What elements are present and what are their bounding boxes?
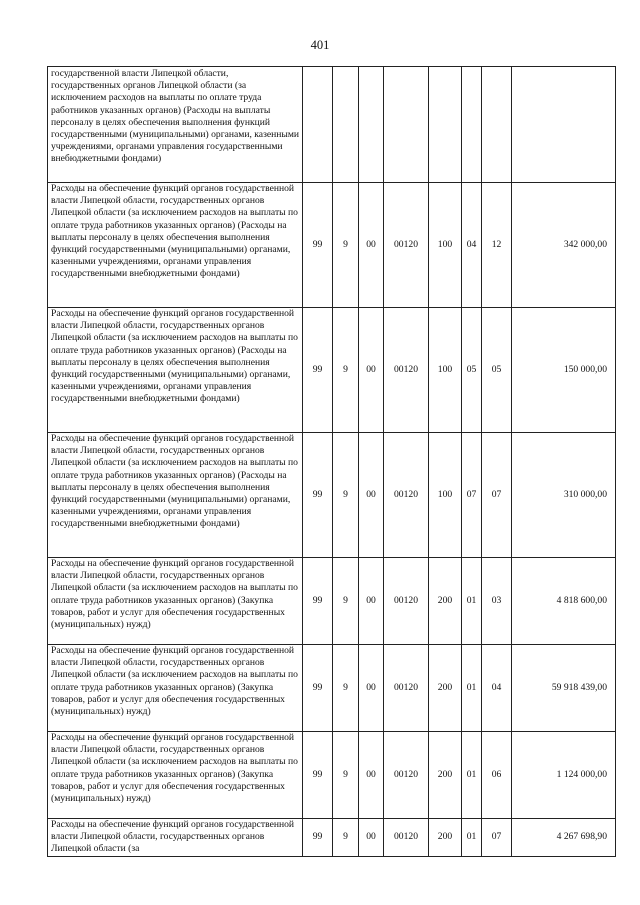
row-expense-type: 100 xyxy=(429,308,462,433)
row-description: Расходы на обеспечение функций органов государственной власти Липецкой области, государственных органов Липецкой области (за исключением расходов на выплаты по оплате труда работников указанных органов) (Расходы на выплаты персоналу в целях обеспечения выполнения функций государственными (муниципальными) органами, казенными учреждениями, органами управления государственными внебюджетными фондами) xyxy=(48,183,303,308)
row-expense-type: 200 xyxy=(429,558,462,645)
table-row xyxy=(48,558,616,645)
row-section: 07 xyxy=(462,433,482,558)
row-code-4 xyxy=(384,67,429,183)
row-description: Расходы на обеспечение функций органов государственной власти Липецкой области, государственных органов Липецкой области (за исключением расходов на выплаты по оплате труда работников указанных органов) (Расходы на выплаты персоналу в целях обеспечения выполнения функций государственными (муниципальными) органами, казенными учреждениями, органами управления государственными внебюджетными фондами) xyxy=(48,433,303,558)
table-row xyxy=(48,308,616,433)
row-section: 01 xyxy=(462,645,482,732)
row-code-4: 00120 xyxy=(384,819,429,857)
row-code-2: 9 xyxy=(333,558,359,645)
row-code-3 xyxy=(359,67,384,183)
row-code-3: 00 xyxy=(359,645,384,732)
row-amount: 150 000,00 xyxy=(512,308,616,433)
row-code-4: 00120 xyxy=(384,645,429,732)
row-amount xyxy=(512,67,616,183)
row-code-2: 9 xyxy=(333,308,359,433)
row-expense-type: 100 xyxy=(429,433,462,558)
row-subsection: 03 xyxy=(482,558,512,645)
row-code-3: 00 xyxy=(359,558,384,645)
row-code-3: 00 xyxy=(359,732,384,819)
row-code-1: 99 xyxy=(303,732,333,819)
row-description: государственной власти Липецкой области, государственных органов Липецкой области (за исключением расходов на выплаты по оплате труда работников указанных органов) (Расходы на выплаты персоналу в целях обеспечения выполнения функций государственными (муниципальными) органами, казенными учреждениями, органами управления государственными внебюджетными фондами) xyxy=(48,67,303,183)
row-amount: 1 124 000,00 xyxy=(512,732,616,819)
row-code-3: 00 xyxy=(359,819,384,857)
row-description: Расходы на обеспечение функций органов государственной власти Липецкой области, государственных органов Липецкой области (за исключением расходов на выплаты по оплате труда работников указанных органов) (Закупка товаров, работ и услуг для обеспечения государственных (муниципальных) нужд) xyxy=(48,645,303,732)
row-amount: 4 267 698,90 xyxy=(512,819,616,857)
row-section: 04 xyxy=(462,183,482,308)
row-section: 01 xyxy=(462,819,482,857)
row-subsection: 12 xyxy=(482,183,512,308)
table-row xyxy=(48,67,616,183)
row-section: 01 xyxy=(462,558,482,645)
row-code-3: 00 xyxy=(359,183,384,308)
budget-table xyxy=(47,66,616,857)
row-code-2 xyxy=(333,67,359,183)
row-subsection: 04 xyxy=(482,645,512,732)
table-row xyxy=(48,183,616,308)
row-subsection: 05 xyxy=(482,308,512,433)
row-subsection: 06 xyxy=(482,732,512,819)
table-row xyxy=(48,645,616,732)
row-code-4: 00120 xyxy=(384,433,429,558)
row-code-1: 99 xyxy=(303,645,333,732)
row-expense-type xyxy=(429,67,462,183)
row-code-1: 99 xyxy=(303,558,333,645)
row-code-2: 9 xyxy=(333,819,359,857)
row-amount: 310 000,00 xyxy=(512,433,616,558)
row-code-4: 00120 xyxy=(384,558,429,645)
table-row xyxy=(48,732,616,819)
row-subsection: 07 xyxy=(482,433,512,558)
row-description: Расходы на обеспечение функций органов государственной власти Липецкой области, государственных органов Липецкой области (за xyxy=(48,819,303,857)
row-subsection: 07 xyxy=(482,819,512,857)
row-section: 01 xyxy=(462,732,482,819)
row-code-1: 99 xyxy=(303,819,333,857)
row-code-2: 9 xyxy=(333,183,359,308)
row-description: Расходы на обеспечение функций органов государственной власти Липецкой области, государственных органов Липецкой области (за исключением расходов на выплаты по оплате труда работников указанных органов) (Закупка товаров, работ и услуг для обеспечения государственных (муниципальных) нужд) xyxy=(48,558,303,645)
row-code-3: 00 xyxy=(359,308,384,433)
row-expense-type: 200 xyxy=(429,819,462,857)
row-code-4: 00120 xyxy=(384,308,429,433)
row-code-1: 99 xyxy=(303,308,333,433)
row-code-4: 00120 xyxy=(384,183,429,308)
row-code-4: 00120 xyxy=(384,732,429,819)
table-row xyxy=(48,819,616,857)
row-description: Расходы на обеспечение функций органов государственной власти Липецкой области, государственных органов Липецкой области (за исключением расходов на выплаты по оплате труда работников указанных органов) (Расходы на выплаты персоналу в целях обеспечения выполнения функций государственными (муниципальными) органами, казенными учреждениями, органами управления государственными внебюджетными фондами) xyxy=(48,308,303,433)
row-section xyxy=(462,67,482,183)
page-number: 401 xyxy=(310,38,330,52)
row-amount: 342 000,00 xyxy=(512,183,616,308)
row-code-1: 99 xyxy=(303,433,333,558)
row-expense-type: 200 xyxy=(429,732,462,819)
row-expense-type: 100 xyxy=(429,183,462,308)
row-code-2: 9 xyxy=(333,732,359,819)
row-description: Расходы на обеспечение функций органов государственной власти Липецкой области, государственных органов Липецкой области (за исключением расходов на выплаты по оплате труда работников указанных органов) (Закупка товаров, работ и услуг для обеспечения государственных (муниципальных) нужд) xyxy=(48,732,303,819)
row-amount: 4 818 600,00 xyxy=(512,558,616,645)
row-section: 05 xyxy=(462,308,482,433)
row-code-1: 99 xyxy=(303,183,333,308)
row-code-2: 9 xyxy=(333,645,359,732)
row-code-1 xyxy=(303,67,333,183)
row-subsection xyxy=(482,67,512,183)
row-expense-type: 200 xyxy=(429,645,462,732)
row-code-2: 9 xyxy=(333,433,359,558)
row-code-3: 00 xyxy=(359,433,384,558)
row-amount: 59 918 439,00 xyxy=(512,645,616,732)
table-row xyxy=(48,433,616,558)
